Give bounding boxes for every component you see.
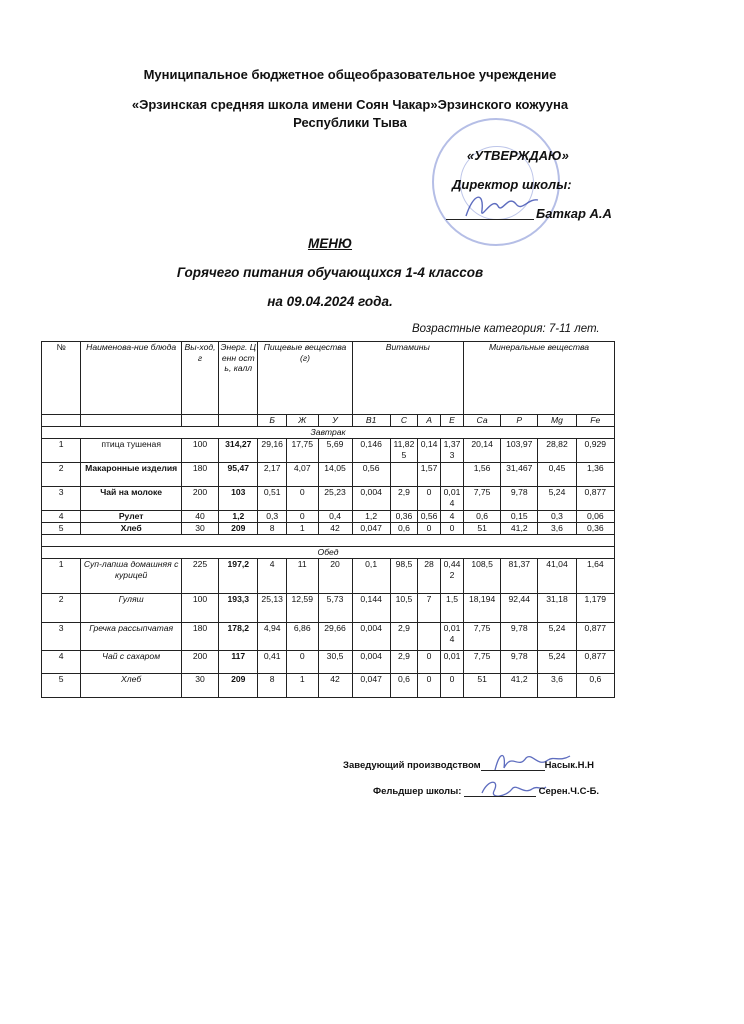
table-cell: 41,2 <box>501 674 538 698</box>
table-cell: 100 <box>181 594 218 623</box>
table-cell: 0,4 <box>318 511 352 523</box>
manager-signature-line <box>481 770 545 771</box>
table-cell: 18,194 <box>464 594 501 623</box>
table-cell: 0,36 <box>576 523 614 535</box>
table-cell: 1 <box>42 559 81 594</box>
table-cell: 0,6 <box>390 523 417 535</box>
table-cell: 0,14 <box>418 439 441 463</box>
breakfast-section-label: Завтрак <box>42 427 615 439</box>
table-cell: 0,01 <box>441 651 464 674</box>
table-cell: 4 <box>42 651 81 674</box>
table-cell: 42 <box>318 523 352 535</box>
table-cell: 0,014 <box>441 623 464 651</box>
table-cell: 0 <box>418 674 441 698</box>
table-cell: 1,2 <box>352 511 390 523</box>
col-minerals: Минеральные вещества <box>464 342 615 415</box>
col-energy: Энерг. Ценн ость, калл <box>219 342 258 415</box>
table-cell: 41,2 <box>501 523 538 535</box>
table-subheader-row <box>42 415 615 427</box>
table-cell: 1,64 <box>576 559 614 594</box>
subheader-cell: Е <box>441 415 464 427</box>
table-cell: 51 <box>464 523 501 535</box>
subheader-cell: А <box>418 415 441 427</box>
table-cell: 6,86 <box>286 623 318 651</box>
director-signature-line <box>446 219 534 220</box>
table-cell: 28,82 <box>538 439 576 463</box>
spacer-row <box>42 535 615 547</box>
dish-name-cell: Чай на молоке <box>81 487 182 511</box>
table-cell: 2 <box>42 463 81 487</box>
table-cell: 0,877 <box>576 623 614 651</box>
table-cell: 0 <box>286 511 318 523</box>
table-cell: 1,5 <box>441 594 464 623</box>
table-cell: 0,004 <box>352 651 390 674</box>
lunch-section-label: Обед <box>42 547 615 559</box>
table-row <box>42 651 615 674</box>
table-cell: 29,16 <box>258 439 286 463</box>
table-cell: 2,9 <box>390 487 417 511</box>
table-cell: 1,2 <box>219 511 258 523</box>
table-row <box>42 523 615 535</box>
table-cell: 17,75 <box>286 439 318 463</box>
age-category: Возрастные категория: 7-11 лет. <box>412 323 600 335</box>
manager-label: Заведующий производством <box>343 760 481 771</box>
table-cell: 0,1 <box>352 559 390 594</box>
table-cell: 103 <box>219 487 258 511</box>
subheader-empty <box>42 415 81 427</box>
table-cell: 30 <box>181 674 218 698</box>
dish-name-cell: Гуляш <box>81 594 182 623</box>
subheader-empty <box>219 415 258 427</box>
table-cell: 7,75 <box>464 487 501 511</box>
lunch-section-row <box>42 547 615 559</box>
col-vitamins: Витамины <box>352 342 464 415</box>
table-cell: 14,05 <box>318 463 352 487</box>
medic-signature-line <box>464 796 536 797</box>
spacer-cell <box>42 535 615 547</box>
table-row <box>42 674 615 698</box>
table-cell <box>418 623 441 651</box>
table-cell <box>390 463 417 487</box>
medic-label: Фельдшер школы: <box>373 786 462 797</box>
table-cell: 0 <box>286 487 318 511</box>
table-cell: 3,6 <box>538 674 576 698</box>
table-cell: 40 <box>181 511 218 523</box>
table-row <box>42 487 615 511</box>
table-cell: 28 <box>418 559 441 594</box>
table-cell: 0 <box>418 487 441 511</box>
dish-name-cell: Хлеб <box>81 523 182 535</box>
table-cell: 92,44 <box>501 594 538 623</box>
table-cell: 108,5 <box>464 559 501 594</box>
table-cell <box>441 463 464 487</box>
table-cell: 197,2 <box>219 559 258 594</box>
subheader-empty <box>81 415 182 427</box>
dish-name-cell: Гречка рассыпчатая <box>81 623 182 651</box>
subheader-cell: Ж <box>286 415 318 427</box>
subheader-cell: Б <box>258 415 286 427</box>
dish-name-cell: Чай с сахаром <box>81 651 182 674</box>
subheader-cell: Mg <box>538 415 576 427</box>
table-cell: 20 <box>318 559 352 594</box>
table-cell: 0,15 <box>501 511 538 523</box>
table-cell: 0,36 <box>390 511 417 523</box>
subheader-empty <box>181 415 218 427</box>
table-cell: 0,06 <box>576 511 614 523</box>
table-cell: 4,07 <box>286 463 318 487</box>
table-cell: 1 <box>286 523 318 535</box>
table-cell: 103,97 <box>501 439 538 463</box>
table-cell: 0,56 <box>418 511 441 523</box>
table-cell: 1,57 <box>418 463 441 487</box>
manager-signature <box>343 760 594 771</box>
table-cell: 4,94 <box>258 623 286 651</box>
header-line-3: Республики Тыва <box>293 115 407 130</box>
table-cell: 25,13 <box>258 594 286 623</box>
table-cell: 31,18 <box>538 594 576 623</box>
table-row <box>42 623 615 651</box>
table-cell: 0,6 <box>576 674 614 698</box>
table-cell: 25,23 <box>318 487 352 511</box>
table-cell: 0,004 <box>352 487 390 511</box>
table-cell: 5,24 <box>538 487 576 511</box>
table-cell: 20,14 <box>464 439 501 463</box>
table-cell: 314,27 <box>219 439 258 463</box>
table-cell: 8 <box>258 674 286 698</box>
table-cell: 225 <box>181 559 218 594</box>
table-cell: 2,9 <box>390 651 417 674</box>
table-cell: 3 <box>42 487 81 511</box>
dish-name-cell: птица тушеная <box>81 439 182 463</box>
table-cell: 5,24 <box>538 623 576 651</box>
medic-signature <box>373 786 599 797</box>
table-cell: 0,146 <box>352 439 390 463</box>
table-cell: 10,5 <box>390 594 417 623</box>
table-cell: 0,41 <box>258 651 286 674</box>
table-cell: 209 <box>219 674 258 698</box>
table-cell: 7,75 <box>464 623 501 651</box>
table-cell: 209 <box>219 523 258 535</box>
table-cell: 0 <box>418 651 441 674</box>
header-line-2: «Эрзинская средняя школа имени Соян Чакар»Эрзинского кожууна <box>131 97 569 112</box>
table-cell: 180 <box>181 623 218 651</box>
table-cell: 0,45 <box>538 463 576 487</box>
table-header-row <box>42 342 615 415</box>
table-cell: 29,66 <box>318 623 352 651</box>
table-cell: 30,5 <box>318 651 352 674</box>
table-cell: 180 <box>181 463 218 487</box>
table-cell: 4 <box>441 511 464 523</box>
dish-name-cell: Рулет <box>81 511 182 523</box>
menu-table <box>41 341 615 698</box>
subheader-cell: Са <box>464 415 501 427</box>
director-signature-icon <box>462 186 542 226</box>
table-cell: 178,2 <box>219 623 258 651</box>
table-cell: 5 <box>42 674 81 698</box>
medic-name: Серен.Ч.С-Б. <box>538 786 600 797</box>
approval-title: «УТВЕРЖДАЮ» <box>467 148 569 163</box>
table-cell: 5,69 <box>318 439 352 463</box>
table-cell: 0 <box>441 674 464 698</box>
dish-name-cell: Макаронные изделия <box>81 463 182 487</box>
table-row <box>42 594 615 623</box>
table-cell: 0,047 <box>352 674 390 698</box>
menu-date: на 09.04.2024 года. <box>267 294 393 309</box>
table-cell: 0,51 <box>258 487 286 511</box>
table-row <box>42 559 615 594</box>
table-cell: 8 <box>258 523 286 535</box>
table-cell: 193,3 <box>219 594 258 623</box>
table-cell: 5,24 <box>538 651 576 674</box>
table-cell: 12,59 <box>286 594 318 623</box>
menu-subtitle: Горячего питания обучающихся 1-4 классов <box>176 265 484 280</box>
table-cell: 9,78 <box>501 651 538 674</box>
table-cell: 117 <box>219 651 258 674</box>
table-cell: 0,6 <box>464 511 501 523</box>
table-cell: 0,929 <box>576 439 614 463</box>
table-cell: 200 <box>181 487 218 511</box>
subheader-cell: В1 <box>352 415 390 427</box>
table-cell: 7 <box>418 594 441 623</box>
table-cell: 2 <box>42 594 81 623</box>
manager-name: Насык.Н.Н <box>544 760 594 771</box>
table-cell: 31,467 <box>501 463 538 487</box>
table-cell: 0,56 <box>352 463 390 487</box>
menu-title: МЕНЮ <box>307 236 353 251</box>
table-cell: 9,78 <box>501 623 538 651</box>
table-cell: 200 <box>181 651 218 674</box>
table-cell: 0,877 <box>576 651 614 674</box>
table-cell: 5,73 <box>318 594 352 623</box>
table-cell: 0,6 <box>390 674 417 698</box>
table-cell: 100 <box>181 439 218 463</box>
table-cell: 30 <box>181 523 218 535</box>
table-cell: 0,047 <box>352 523 390 535</box>
table-cell: 0,442 <box>441 559 464 594</box>
table-cell: 0 <box>418 523 441 535</box>
table-cell: 1 <box>286 674 318 698</box>
header-line-1: Муниципальное бюджетное общеобразовательное учреждение <box>143 67 557 82</box>
table-row <box>42 511 615 523</box>
table-cell: 1,179 <box>576 594 614 623</box>
table-cell: 0,014 <box>441 487 464 511</box>
table-cell: 0,877 <box>576 487 614 511</box>
table-cell: 1,373 <box>441 439 464 463</box>
dish-name-cell: Хлеб <box>81 674 182 698</box>
table-cell: 5 <box>42 523 81 535</box>
table-cell: 42 <box>318 674 352 698</box>
table-cell: 3,6 <box>538 523 576 535</box>
col-nutrients: Пищевые вещества (г) <box>258 342 352 415</box>
table-cell: 1,56 <box>464 463 501 487</box>
table-cell: 0,3 <box>538 511 576 523</box>
table-cell: 2,17 <box>258 463 286 487</box>
table-cell: 7,75 <box>464 651 501 674</box>
table-cell: 1 <box>42 439 81 463</box>
table-cell: 1,36 <box>576 463 614 487</box>
subheader-cell: У <box>318 415 352 427</box>
col-yield: Вы-ход,г <box>181 342 218 415</box>
table-cell: 0 <box>441 523 464 535</box>
table-cell: 4 <box>258 559 286 594</box>
col-num: № <box>42 342 81 415</box>
table-cell: 95,47 <box>219 463 258 487</box>
table-cell: 41,04 <box>538 559 576 594</box>
table-cell: 2,9 <box>390 623 417 651</box>
table-cell: 3 <box>42 623 81 651</box>
approval-name: Баткар А.А <box>536 206 612 221</box>
col-name: Наименова-ние блюда <box>81 342 182 415</box>
table-cell: 51 <box>464 674 501 698</box>
table-cell: 9,78 <box>501 487 538 511</box>
table-row <box>42 439 615 463</box>
table-cell: 81,37 <box>501 559 538 594</box>
table-cell: 11 <box>286 559 318 594</box>
subheader-cell: Fe <box>576 415 614 427</box>
table-cell: 0,144 <box>352 594 390 623</box>
breakfast-section-row <box>42 427 615 439</box>
table-cell: 98,5 <box>390 559 417 594</box>
table-cell: 11,825 <box>390 439 417 463</box>
subheader-cell: Р <box>501 415 538 427</box>
table-cell: 0,3 <box>258 511 286 523</box>
table-row <box>42 463 615 487</box>
approval-position: Директор школы: <box>452 177 572 192</box>
table-cell: 4 <box>42 511 81 523</box>
subheader-cell: С <box>390 415 417 427</box>
table-cell: 0,004 <box>352 623 390 651</box>
table-cell: 0 <box>286 651 318 674</box>
dish-name-cell: Суп-лапша домашняя с курицей <box>81 559 182 594</box>
